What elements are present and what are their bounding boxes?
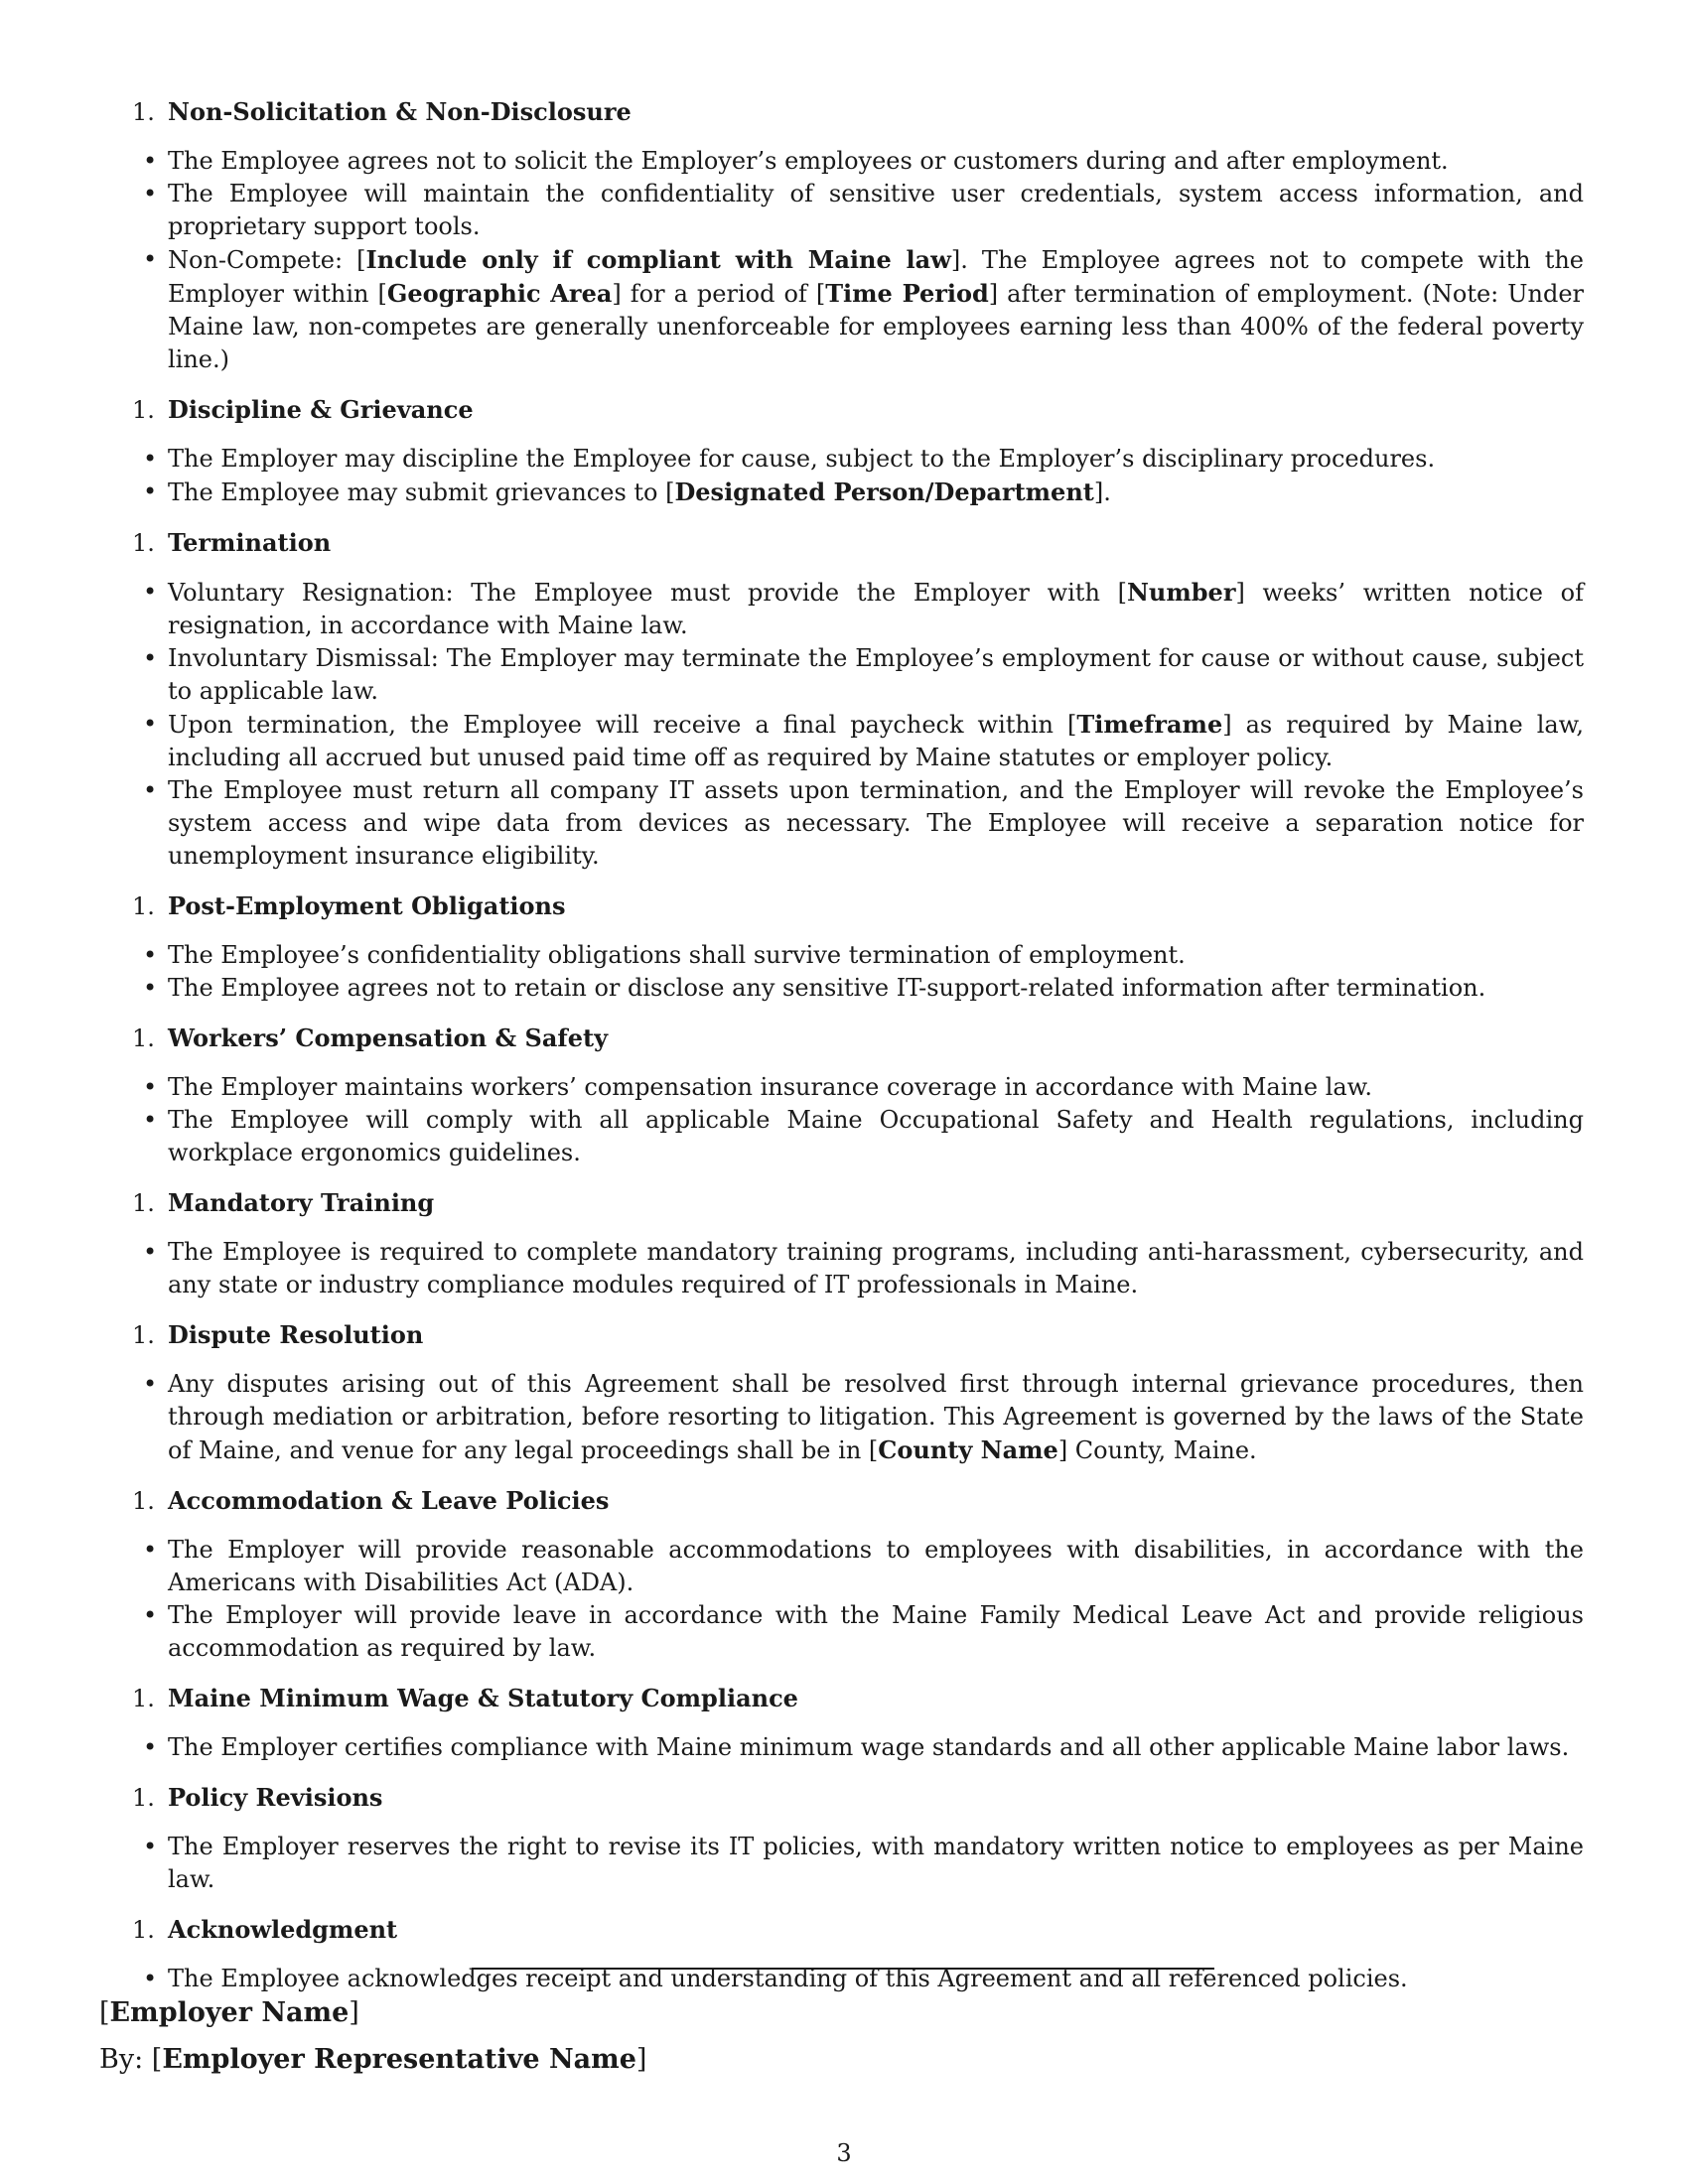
section-title: Mandatory Training (168, 1188, 435, 1217)
list-item (132, 576, 1584, 642)
section-heading (132, 1484, 1584, 1518)
clause-text: The Employee agrees not to solicit the Employer’s employees or customers during and after employment. (168, 147, 1449, 175)
bullet-icon: • (143, 941, 158, 969)
clause-text: ] County, Maine. (1057, 1436, 1257, 1464)
section-number: 1. (132, 1916, 155, 1944)
clause-text: The Employer will provide reasonable accommodations to employees with disabilities, in accordance with the Americans with Disabilities Act (ADA). (168, 1536, 1584, 1596)
section-number: 1. (132, 1685, 155, 1712)
representative-name-placeholder: Employer Representative Name (162, 2044, 636, 2075)
section-heading (132, 1781, 1584, 1815)
clause-text: The Employee is required to complete mandatory training programs, including anti-harassment, cybersecurity, and any state or industry compliance modules required of IT professionals in Maine. (168, 1238, 1584, 1298)
list-item (132, 178, 1584, 243)
clause-text: ]. (1093, 478, 1111, 506)
clause-text: ] weeks’ written notice of resignation, in accordance with Maine law. (168, 579, 1584, 639)
by-prefix: By: [ (99, 2044, 163, 2075)
bullet-icon: • (143, 1370, 158, 1398)
clause-text: ] for a period of [ (612, 280, 826, 308)
clause-text: The Employee acknowledges receipt and understanding of this Agreement and all referenced policies. (168, 1965, 1408, 1992)
bullet-icon: • (143, 1106, 158, 1134)
bullet-icon: • (143, 180, 158, 207)
section-number: 1. (132, 1189, 155, 1217)
bullet-list (132, 1071, 1584, 1169)
clause-text: The Employer maintains workers’ compensation insurance coverage in accordance with Maine law. (168, 1073, 1372, 1101)
section-number: 1. (132, 396, 155, 424)
clause-text: The Employer reserves the right to revise its IT policies, with mandatory written notice to employees as per Maine law. (168, 1833, 1584, 1893)
bullet-list (132, 1831, 1584, 1896)
placeholder-text: Timeframe (1076, 710, 1223, 739)
placeholder-text: Time Period (825, 279, 989, 308)
section-title: Accommodation & Leave Policies (168, 1486, 610, 1515)
employer-name-placeholder: Employer Name (109, 1997, 350, 2028)
clause-text: The Employee must return all company IT assets upon termination, and the Employer will revoke the Employee’s system access and wipe data from devices as necessary. The Employee will receive a separation notice for unemployment insurance eligibility. (168, 776, 1584, 870)
clause-text: Non-Compete: [ (168, 246, 366, 274)
bullet-icon: • (143, 245, 158, 273)
section-number: 1. (132, 1321, 155, 1349)
clause-text: The Employer will provide leave in accordance with the Maine Family Medical Leave Act and provide religious accommodation as required by law. (168, 1601, 1584, 1662)
bullet-icon: • (143, 1601, 158, 1629)
section-heading (132, 889, 1584, 923)
section-title: Non-Solicitation & Non-Disclosure (168, 97, 632, 126)
placeholder-text: County Name (878, 1435, 1058, 1464)
employer-name-line (99, 1995, 359, 2031)
section-heading (132, 526, 1584, 560)
list-item (132, 476, 1584, 509)
list-item (132, 972, 1584, 1005)
bullet-list (132, 443, 1584, 509)
list-item (132, 939, 1584, 972)
section (132, 1913, 1584, 1995)
section-number: 1. (132, 1784, 155, 1812)
section-heading (132, 1682, 1584, 1715)
bullet-icon: • (143, 578, 158, 606)
section (132, 1484, 1584, 1665)
section (132, 95, 1584, 376)
clause-text: ]. The Employee agrees not to compete with the Employer within [ (168, 246, 1585, 308)
section (132, 526, 1584, 873)
list-item (132, 1368, 1584, 1467)
list-item (132, 642, 1584, 708)
bullet-icon: • (143, 147, 158, 175)
placeholder-text: Number (1126, 578, 1236, 607)
placeholder-text: Geographic Area (386, 279, 613, 308)
bullet-icon: • (143, 644, 158, 672)
bullet-icon: • (143, 1833, 158, 1860)
list-item (132, 443, 1584, 476)
clause-text: ] as required by Maine law, including all accrued but unused paid time off as required by Maine statutes or employer policy. (168, 711, 1584, 771)
section (132, 393, 1584, 509)
list-item (132, 1599, 1584, 1665)
clause-text: Upon termination, the Employee will receive a final paycheck within [ (168, 711, 1077, 739)
clause-text: Voluntary Resignation: The Employee must provide the Employer with [ (168, 579, 1127, 607)
section-number: 1. (132, 892, 155, 920)
section-heading (132, 1913, 1584, 1947)
bullet-icon: • (143, 445, 158, 473)
list-item (132, 1104, 1584, 1169)
bullet-list (132, 1236, 1584, 1301)
list-item (132, 708, 1584, 774)
bullet-list (132, 1731, 1584, 1764)
section-heading (132, 95, 1584, 129)
section-heading (132, 393, 1584, 427)
list-item (132, 1534, 1584, 1599)
placeholder-text: Include only if compliant with Maine law (365, 245, 951, 274)
bullet-icon: • (143, 710, 158, 738)
section-heading (132, 1186, 1584, 1220)
list-item (132, 1831, 1584, 1896)
bullet-list (132, 1368, 1584, 1467)
bullet-icon: • (143, 1536, 158, 1564)
section-title: Maine Minimum Wage & Statutory Compliance (168, 1684, 798, 1712)
list-item (132, 1236, 1584, 1301)
bracket-open: [ (99, 1997, 110, 2028)
bullet-icon: • (143, 1073, 158, 1101)
list-item (132, 774, 1584, 873)
clause-text: The Employee agrees not to retain or disclose any sensitive IT-support-related information after termination. (168, 974, 1486, 1002)
section (132, 1186, 1584, 1301)
bullet-icon: • (143, 1965, 158, 1992)
list-item (132, 145, 1584, 178)
section-title: Dispute Resolution (168, 1320, 424, 1349)
bullet-list (132, 1534, 1584, 1665)
representative-line (99, 2042, 646, 2078)
section-title: Termination (168, 528, 332, 557)
section-number: 1. (132, 98, 155, 126)
clause-text: Involuntary Dismissal: The Employer may terminate the Employee’s employment for cause or without cause, subject to applicable law. (168, 644, 1584, 705)
clause-text: The Employer certifies compliance with Maine minimum wage standards and all other applicable Maine labor laws. (168, 1733, 1570, 1761)
section (132, 1022, 1584, 1169)
section-number: 1. (132, 529, 155, 557)
bullet-icon: • (143, 478, 158, 505)
section (132, 1318, 1584, 1467)
clause-text: The Employee will comply with all applicable Maine Occupational Safety and Health regulations, including workplace ergonomics guidelines. (168, 1106, 1584, 1166)
list-item (132, 1071, 1584, 1104)
clause-text: Any disputes arising out of this Agreement shall be resolved first through internal grievance procedures, then through mediation or arbitration, before resorting to litigation. This Agreement is governed by the laws of the State of Maine, and venue for any legal proceedings shall be in [ (168, 1370, 1584, 1464)
section (132, 889, 1584, 1005)
section-number: 1. (132, 1024, 155, 1052)
placeholder-text: Designated Person/Department (674, 478, 1094, 506)
section-title: Policy Revisions (168, 1783, 383, 1812)
section-title: Workers’ Compensation & Safety (168, 1024, 609, 1052)
section-heading (132, 1022, 1584, 1055)
section-title: Discipline & Grievance (168, 395, 474, 424)
page-number: 3 (836, 2139, 852, 2167)
clause-text: The Employer may discipline the Employee for cause, subject to the Employer’s disciplinary procedures. (168, 445, 1436, 473)
clause-text: The Employee’s confidentiality obligations shall survive termination of employment. (168, 941, 1186, 969)
clause-text: ] after termination of employment. (Note: Under Maine law, non-competes are generally unenforceable for employees earning less than 400% of the federal poverty line.) (168, 280, 1585, 373)
section-number: 1. (132, 1487, 155, 1515)
bullet-icon: • (143, 776, 158, 804)
bullet-icon: • (143, 1238, 158, 1266)
list-item (132, 243, 1584, 376)
clause-text: The Employee will maintain the confidentiality of sensitive user credentials, system access information, and proprietary support tools. (168, 180, 1584, 240)
bullet-list (132, 576, 1584, 873)
bracket-close: ] (635, 2044, 647, 2075)
section-heading (132, 1318, 1584, 1352)
list-item (132, 1731, 1584, 1764)
signature-line (472, 1968, 1214, 1970)
bullet-list (132, 939, 1584, 1005)
section (132, 1781, 1584, 1896)
agreement-body (132, 95, 1584, 2012)
bullet-icon: • (143, 974, 158, 1002)
section (132, 1682, 1584, 1764)
section-title: Post-Employment Obligations (168, 891, 566, 920)
bullet-icon: • (143, 1733, 158, 1761)
bullet-list (132, 145, 1584, 376)
clause-text: The Employee may submit grievances to [ (168, 478, 675, 506)
bracket-close: ] (349, 1997, 359, 2028)
section-title: Acknowledgment (168, 1915, 398, 1944)
